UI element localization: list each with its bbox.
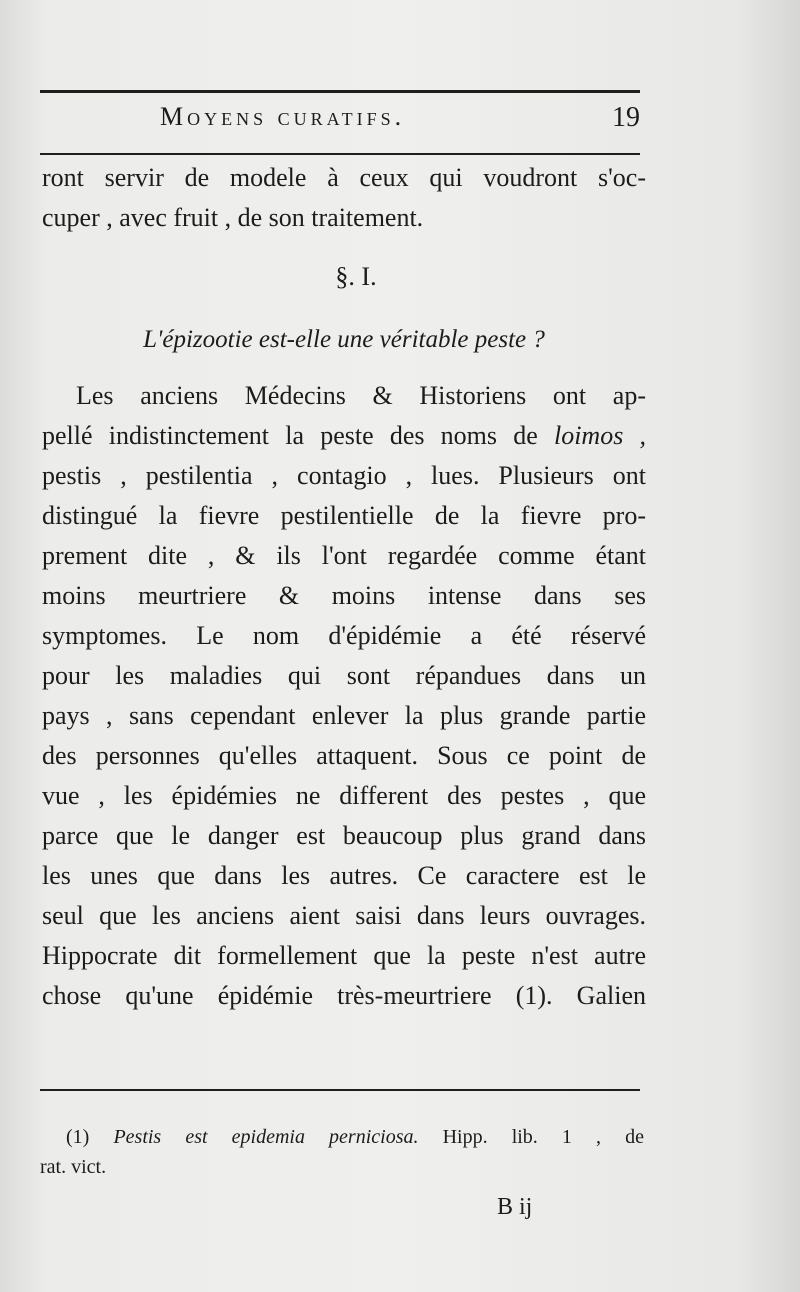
running-header [40, 100, 640, 144]
footnote-rule [40, 1089, 640, 1091]
footnote-line: rat. vict. [40, 1156, 107, 1178]
page-number: 19 [612, 102, 640, 133]
italic-word: loimos , [553, 421, 647, 450]
signature-mark: B ij [497, 1194, 533, 1220]
text-fragment: pellé indistinctement la peste des noms de [42, 421, 538, 450]
footnote [40, 1122, 645, 1182]
text-line: moins meurtriere & moins intense dans ses [42, 581, 646, 610]
footnote-quote: Pestis est epidemia perniciosa. [113, 1126, 419, 1148]
running-title: Moyens curatifs. [160, 102, 406, 131]
text-line: prement dite , & ils l'ont regardée comme étant [42, 541, 646, 570]
text-line: distingué la fievre pestilentielle de la fievre pro- [42, 501, 646, 530]
text-line: pestis , pestilentia , contagio , lues. Plusieurs ont [42, 461, 646, 490]
text-line: seul que les anciens aient saisi dans leurs ouvrages. [42, 901, 646, 930]
text-line: parce que le danger est beaucoup plus grand dans [42, 821, 646, 850]
footnote-line [66, 1122, 644, 1152]
text-line: symptomes. Le nom d'épidémie a été réservé [42, 621, 646, 650]
text-line: pays , sans cependant enlever la plus grande partie [42, 701, 646, 730]
text-line: Hippocrate dit formellement que la peste n'est autre [42, 941, 646, 970]
footnote-marker: (1) [66, 1126, 90, 1148]
text-line: ront servir de modele à ceux qui voudront s'oc- [42, 163, 646, 192]
text-line: pour les maladies qui sont répandues dans un [42, 661, 646, 690]
main-text [42, 158, 646, 1016]
text-line: des personnes qu'elles attaquent. Sous ce point de [42, 741, 646, 770]
text-line: les unes que dans les autres. Ce caractere est le [42, 861, 646, 890]
text-line: cuper , avec fruit , de son traitement. [42, 203, 424, 232]
footnote-reference: Hipp. lib. 1 , de [442, 1126, 645, 1148]
text-line [42, 416, 646, 456]
header-rule-top [40, 90, 640, 93]
text-line: chose qu'une épidémie très-meurtriere (1). Galien [42, 981, 646, 1010]
text-line: Les anciens Médecins & Historiens ont ap- [76, 381, 646, 410]
section-number: §. I. [335, 262, 377, 291]
section-title: L'épizootie est-elle une véritable peste ? [143, 326, 545, 353]
header-rule-bottom [40, 153, 640, 155]
text-line: vue , les épidémies ne different des pestes , que [42, 781, 646, 810]
